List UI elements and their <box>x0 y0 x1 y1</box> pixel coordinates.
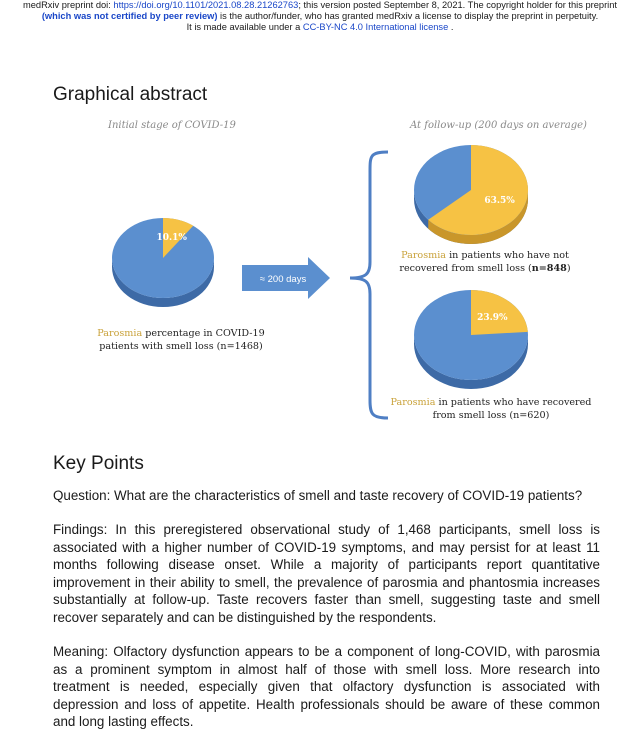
caption-text: ) <box>566 263 571 274</box>
key-point-findings: Findings: In this preregistered observational study of 1,468 participants, smell loss is associated with a higher number of COVID-19 symptoms, and may persist for at least 11 months following disease onset. While a majority of participants report quantitative improvement in their ability to smell, the prevalence of parosmia and phantosmia increases substantially at follow-up. Taste recovers faster than smell, suggesting taste and smell recover separately and can be distinguished by the respondents. <box>53 522 600 625</box>
arrow-label: ≈ 200 days <box>259 274 307 285</box>
pie-value-label: 10.1% <box>156 233 187 244</box>
pie-recovered-parosmia <box>414 290 528 389</box>
follow-up-caption: At follow-up (200 days on average) <box>410 120 587 131</box>
parosmia-label: Parosmia <box>401 250 447 261</box>
key-points-title: Key Points <box>53 453 144 474</box>
key-point-meaning: Meaning: Olfactory dysfunction appears to be a component of long-COVID, with parosmia as a prominent symptom in almost half of those with smell loss. More research into treatment is needed, especially given that olfactory dysfunction is associated with depression and loss of appetite. Health professionals should be aware of these common and long lasting effects. <box>53 644 600 729</box>
graphical-abstract-title: Graphical abstract <box>53 84 208 105</box>
caption-text: patients with smell loss (n=1468) <box>99 341 263 352</box>
peer-review-note: (which was not certified by peer review) <box>41 11 218 21</box>
license-link[interactable]: CC-BY-NC 4.0 International license <box>302 22 449 32</box>
license-suffix: . <box>448 22 454 32</box>
pie-not-recovered-parosmia <box>414 145 528 244</box>
caption-text: recovered from smell loss ( <box>399 263 532 274</box>
caption-initial-parosmia <box>86 327 276 353</box>
sample-size: n=848 <box>531 263 567 274</box>
key-point-question: Question: What are the characteristics of smell and taste recovery of COVID-19 patients? <box>53 488 583 503</box>
initial-stage-caption: Initial stage of COVID-19 <box>108 120 236 131</box>
pie-value-label: 63.5% <box>484 196 515 207</box>
curly-brace <box>350 152 388 418</box>
header-copyright-text: ; this version posted September 8, 2021. The copyright holder for this preprint <box>298 0 617 10</box>
time-arrow <box>242 257 330 299</box>
parosmia-label: Parosmia <box>97 328 143 339</box>
caption-text: percentage in COVID-19 <box>142 328 265 339</box>
caption-recovered-parosmia <box>386 396 596 422</box>
header-doi-prefix: medRxiv preprint doi: <box>22 0 114 10</box>
caption-text: from smell loss (n=620) <box>432 410 550 421</box>
pie-value-label: 23.9% <box>477 312 508 323</box>
caption-text: in patients who have recovered <box>435 397 592 408</box>
caption-not-recovered-parosmia <box>395 249 575 275</box>
license-prefix: It is made available under a <box>186 22 303 32</box>
license-grant-text: is the author/funder, who has granted medRxiv a license to display the preprint in perpetuity. <box>217 11 599 21</box>
parosmia-label: Parosmia <box>390 397 436 408</box>
caption-text: in patients who have not <box>446 250 569 261</box>
pie-initial-parosmia <box>112 218 214 307</box>
doi-link[interactable]: https://doi.org/10.1101/2021.08.28.21262763 <box>113 0 299 10</box>
